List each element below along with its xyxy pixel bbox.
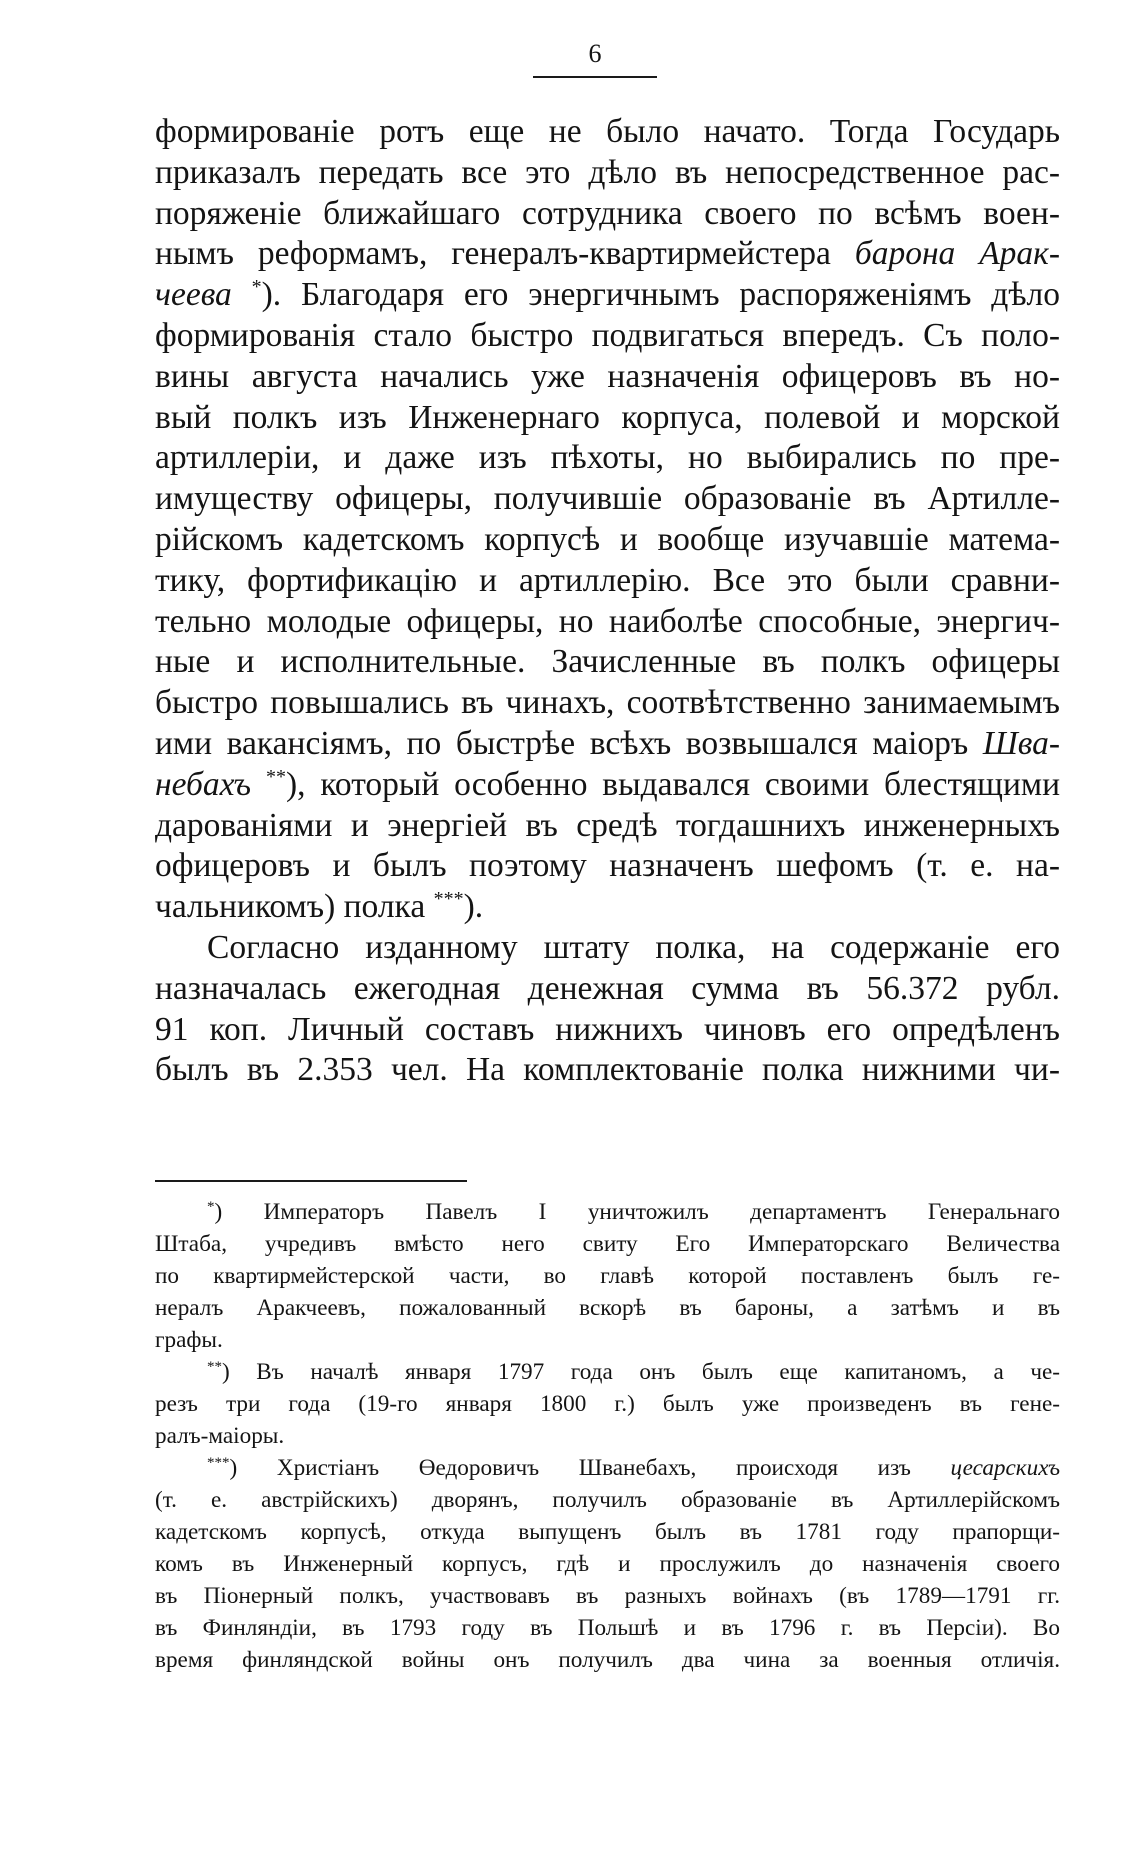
italic-name: чеева xyxy=(155,276,232,314)
page-number-underline xyxy=(533,76,657,78)
text-line: ные и исполнительные. Зачисленные въ полкъ офицеры xyxy=(155,643,1060,681)
italic-name: барона Арак- xyxy=(854,235,1061,273)
italic-word: цесарскихъ xyxy=(950,1455,1060,1481)
footnote-line xyxy=(155,1356,1060,1388)
footnote-mark: ** xyxy=(207,1359,222,1375)
main-text xyxy=(155,112,1060,1091)
footnote-line: въ Піонерный полкъ, участвовавъ въ разныхъ войнахъ (въ 1789—1791 гг. xyxy=(155,1583,1060,1609)
text-line xyxy=(155,275,1060,316)
footnote-separator xyxy=(155,1180,467,1182)
text-line: тельно молодые офицеры, но наиболѣе способные, энергич- xyxy=(155,602,1060,640)
line-text: ) Христіанъ Өедоровичъ Шванебахъ, происходя изъ xyxy=(229,1455,911,1481)
footnote-line xyxy=(155,1196,1060,1228)
text-line: дарованіями и энергіей въ средѣ тогдашнихъ инженерныхъ xyxy=(155,806,1060,844)
text-line xyxy=(155,724,1060,765)
text-line: Согласно изданному штату полка, на содержаніе его xyxy=(207,928,1060,966)
text-line: рійскомъ кадетскомъ корпусѣ и вообще изучавшіе матема- xyxy=(155,520,1060,558)
footnote-line: комъ въ Инженерный корпусъ, гдѣ и прослужилъ до назначенія своего xyxy=(155,1551,1060,1577)
italic-name: Шва- xyxy=(982,724,1060,762)
footnote-mark: * xyxy=(207,1199,215,1215)
line-text: ). xyxy=(463,888,484,926)
line-text: чальникомъ) полка xyxy=(155,888,426,926)
footnote-line: нералъ Аракчеевъ, пожалованный вскорѣ въ бароны, а затѣмъ и въ xyxy=(155,1295,1060,1321)
line-text: ) Въ началѣ января 1797 года онъ былъ еще капитаномъ, а че- xyxy=(222,1359,1060,1385)
line-text: ими вакансіямъ, по быстрѣе всѣхъ возвышался маіоръ xyxy=(155,724,969,762)
paragraph-1 xyxy=(155,112,1060,928)
footnote-3 xyxy=(155,1452,1060,1676)
text-line: быстро повышались въ чинахъ, соотвѣтственно занимаемымъ xyxy=(155,684,1060,722)
footnote-mark: *** xyxy=(207,1455,230,1471)
footnote-ref-2: ** xyxy=(265,765,286,788)
text-line: офицеровъ и былъ поэтому назначенъ шефомъ (т. е. на- xyxy=(155,847,1060,885)
line-text: ) Императоръ Павелъ I уничтожилъ департаментъ Генеральнаго xyxy=(214,1199,1060,1225)
footnote-line: ралъ-маіоры. xyxy=(155,1423,285,1449)
text-line: поряженіе ближайшаго сотрудника своего по всѣмъ воен- xyxy=(155,194,1060,232)
text-line xyxy=(155,234,1060,275)
footnote-line: Штаба, учредивъ вмѣсто него свиту Его Императорскаго Величества xyxy=(155,1231,1060,1257)
text-line: артиллеріи, и даже изъ пѣхоты, но выбирались по пре- xyxy=(155,439,1060,477)
footnote-line: въ Финляндіи, въ 1793 году въ Польшѣ и въ 1796 г. въ Персіи). Во xyxy=(155,1615,1060,1641)
line-text: ). Благодаря его энергичнымъ распоряженіямъ дѣло xyxy=(261,276,1060,314)
footnote-ref-1: * xyxy=(251,276,262,299)
italic-name: небахъ xyxy=(155,765,252,803)
footnote-line: кадетскомъ корпусѣ, откуда выпущенъ былъ въ 1781 году прапорщи- xyxy=(155,1519,1060,1545)
footnote-2 xyxy=(155,1356,1060,1452)
footnote-line: (т. е. австрійскихъ) дворянъ, получилъ образованіе въ Артиллерійскомъ xyxy=(155,1487,1060,1513)
page-number: 6 xyxy=(588,39,602,68)
footnote-ref-3: *** xyxy=(433,888,464,911)
text-line: назначалась ежегодная денежная сумма въ 56.372 рубл. xyxy=(155,969,1060,1007)
footnote-line xyxy=(155,1452,1060,1484)
footnote-line: по квартирмейстерской части, во главѣ которой поставленъ былъ ге- xyxy=(155,1263,1060,1289)
footnote-line: графы. xyxy=(155,1327,223,1353)
text-line: формированіе ротъ еще не было начато. Тогда Государь xyxy=(155,113,1060,150)
text-line: приказалъ передать все это дѣло въ непосредственное рас- xyxy=(155,153,1060,191)
text-line xyxy=(155,765,1060,806)
line-text: нымъ реформамъ, генералъ-квартирмейстера xyxy=(155,235,831,273)
footnote-1 xyxy=(155,1196,1060,1356)
text-line: формированія стало быстро подвигаться впередъ. Съ поло- xyxy=(155,316,1060,354)
text-line: вины августа начались уже назначенія офицеровъ въ но- xyxy=(155,357,1060,395)
text-line: имуществу офицеры, получившіе образованіе въ Артилле- xyxy=(155,480,1060,518)
text-line: вый полкъ изъ Инженернаго корпуса, полевой и морской xyxy=(155,398,1060,436)
text-line: 91 коп. Личный составъ нижнихъ чиновъ его опредѣленъ xyxy=(155,1010,1060,1048)
footnotes xyxy=(155,1196,1060,1676)
page-header xyxy=(525,38,665,78)
text-line xyxy=(155,887,1060,928)
footnote-line: время финляндской войны онъ получилъ два чина за военныя отличія. xyxy=(155,1647,1060,1673)
text-line: былъ въ 2.353 чел. На комплектованіе полка нижними чи- xyxy=(155,1051,1060,1089)
paragraph-2 xyxy=(155,928,1060,1091)
line-text: ), который особенно выдавался своими блестящими xyxy=(285,765,1061,803)
footnote-line: резъ три года (19-го января 1800 г.) былъ уже произведенъ въ гене- xyxy=(155,1391,1060,1417)
text-line: тику, фортификацію и артиллерію. Все это были сравни- xyxy=(155,561,1060,599)
